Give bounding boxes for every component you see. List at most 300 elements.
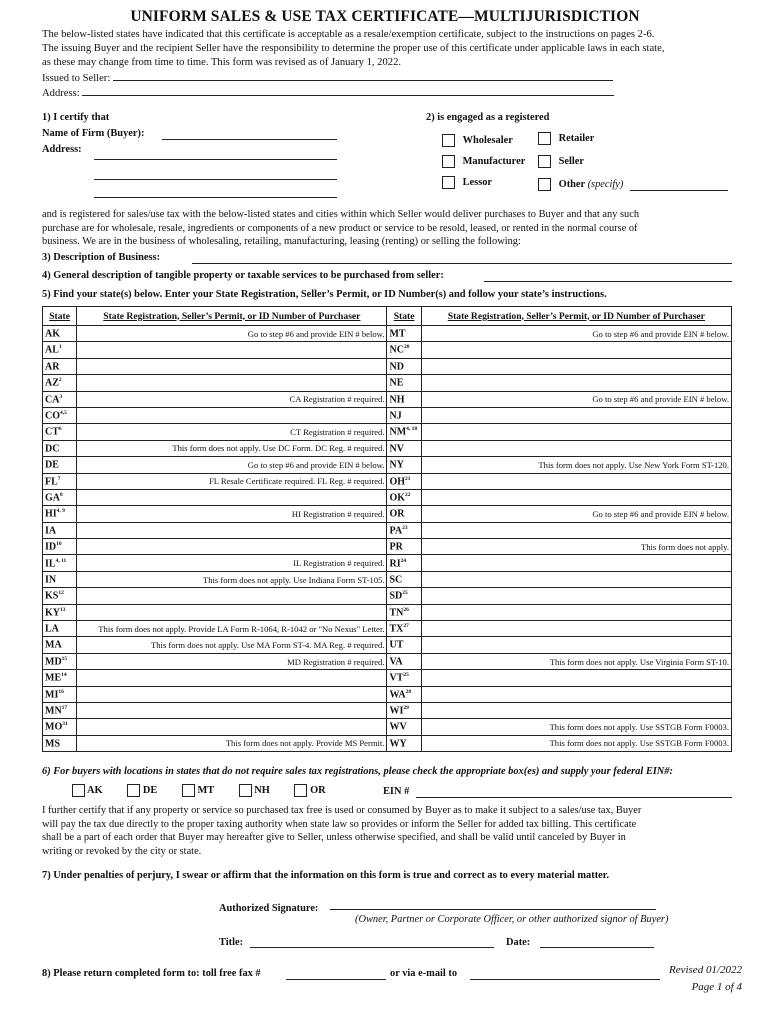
certify-paragraph (42, 804, 732, 858)
state-code-right-text: WY (389, 738, 407, 750)
state-code-left-text: GA (45, 492, 60, 504)
footnote-marker: 22 (405, 491, 411, 498)
state-code-right (387, 539, 421, 555)
signature-label: Authorized Signature: (219, 903, 319, 914)
state-registration-right[interactable] (421, 407, 731, 423)
ak-checkbox[interactable] (72, 784, 85, 797)
state-code-right-text: WI (389, 705, 404, 717)
state-registration-left[interactable] (77, 522, 387, 538)
email-label: or via e-mail to (390, 968, 458, 979)
state-registration-left[interactable] (77, 719, 387, 735)
state-code-right-text: PA (389, 525, 403, 537)
state-code-right (387, 571, 421, 587)
or-label: OR (310, 784, 326, 796)
exempt-states-row (72, 784, 326, 797)
state-code-right-text: PR (389, 541, 403, 553)
state-code-left (43, 326, 77, 342)
state-registration-left[interactable] (77, 686, 387, 702)
de-checkbox[interactable] (127, 784, 140, 797)
state-code-left (43, 342, 77, 358)
footnote-marker: 4, 18 (406, 426, 418, 433)
signature-field[interactable] (330, 900, 656, 910)
state-code-left-text: AL (45, 344, 59, 356)
state-registration-left[interactable] (77, 621, 387, 637)
footnote-marker: 7 (57, 475, 61, 482)
footnote-marker: 21 (405, 475, 411, 482)
state-code-right-text: NC (389, 344, 404, 356)
state-code-left-text: IA (45, 525, 57, 537)
state-code-right (387, 637, 421, 653)
title-label: Title: (219, 937, 244, 948)
state-registration-left-text: This form does not apply. Provide LA Form R-1064, R-1042 or "No Nexus" Letter. (98, 623, 385, 634)
intro-text (42, 28, 732, 101)
section8-label: Please return completed form to: toll free fax # (53, 968, 261, 979)
state-code-left (43, 473, 77, 489)
state-code-right-text: TN (389, 607, 404, 618)
state-code-right-text: NH (389, 393, 405, 405)
state-registration-right[interactable] (421, 473, 731, 489)
state-registration-left[interactable] (77, 604, 387, 620)
table-row (43, 473, 732, 489)
col-state-left: State (43, 307, 77, 326)
state-registration-right[interactable] (421, 522, 731, 538)
state-code-left (43, 358, 77, 374)
state-registration-right[interactable] (421, 358, 731, 374)
state-registration-left[interactable] (77, 424, 387, 440)
state-code-right-text: SC (389, 574, 403, 586)
footnote-marker: 3 (59, 393, 63, 400)
state-registration-right[interactable] (421, 588, 731, 604)
state-code-left-text: MA (45, 639, 62, 651)
table-row (43, 719, 732, 735)
table-row (43, 358, 732, 374)
footnote-marker: 4, 9 (56, 508, 65, 515)
state-registration-left[interactable] (77, 489, 387, 505)
state-code-right (387, 604, 421, 620)
manufacturer-option (442, 155, 525, 168)
state-code-right (387, 588, 421, 604)
state-registration-left[interactable] (77, 457, 387, 473)
footnote-marker: 13 (60, 606, 66, 613)
state-code-right (387, 473, 421, 489)
de-label: DE (142, 784, 158, 796)
issued-to-field[interactable] (113, 71, 613, 81)
state-code-left-text: MI (45, 688, 59, 700)
table-row (43, 326, 732, 342)
state-code-right (387, 506, 421, 522)
footnote-marker: 4, 11 (55, 557, 67, 564)
state-code-right-text: VT (389, 672, 404, 684)
state-code-right (387, 653, 421, 669)
state-registration-left[interactable] (77, 637, 387, 653)
state-code-left (43, 489, 77, 505)
section8-row (42, 968, 261, 979)
state-code-right-text: TX (389, 623, 404, 635)
state-registration-left[interactable] (77, 571, 387, 587)
state-code-right-text: WA (389, 688, 406, 700)
state-registration-left[interactable] (77, 506, 387, 522)
paragraph-line: business. We are in the business of wholesaling, retailing, manufacturing, leasing (renting) or selling the following: (42, 236, 521, 248)
state-code-right-text: NM (389, 426, 407, 438)
state-code-left (43, 653, 77, 669)
manufacturer-checkbox[interactable] (442, 155, 455, 168)
footnote-marker: 4,5 (60, 409, 67, 416)
state-registration-right[interactable] (421, 555, 731, 571)
ein-field[interactable] (416, 788, 732, 798)
state-registration-right[interactable] (421, 342, 731, 358)
table-row (43, 735, 732, 751)
seller-label: Seller (558, 155, 584, 167)
state-registration-right[interactable] (421, 571, 731, 587)
state-option-nh (239, 785, 270, 796)
table-row (43, 686, 732, 702)
state-code-right-text: NJ (389, 410, 402, 422)
state-registration-left[interactable] (77, 407, 387, 423)
state-code-right-text: OK (389, 492, 406, 504)
state-registration-right-text: Go to step #6 and provide EIN # below. (592, 508, 729, 519)
footnote-marker: 8 (60, 491, 63, 498)
other-checkbox[interactable] (538, 178, 551, 191)
state-registration-right[interactable] (421, 719, 731, 735)
state-registration-right[interactable] (421, 604, 731, 620)
other-specify-field[interactable] (630, 181, 728, 191)
issued-to-row (42, 71, 732, 86)
table-row (43, 621, 732, 637)
state-option-or (294, 785, 325, 796)
state-code-left-text: KY (45, 607, 60, 618)
buyer-address-line-2[interactable] (94, 170, 337, 180)
state-registration-left-text: CA Registration # required. (289, 394, 385, 405)
table-row (43, 604, 732, 620)
state-code-left-text: CT (45, 426, 59, 438)
title-field[interactable] (250, 938, 494, 948)
footnote-marker: 24 (400, 557, 407, 564)
state-code-left-text: CA (45, 393, 60, 405)
state-code-right-text: OR (389, 508, 405, 520)
table-row (43, 440, 732, 456)
state-registration-left[interactable] (77, 391, 387, 407)
state-code-left (43, 457, 77, 473)
nh-label: NH (254, 784, 270, 796)
table-row (43, 670, 732, 686)
date-field[interactable] (540, 938, 654, 948)
footer (669, 962, 742, 996)
state-code-right (387, 407, 421, 423)
table-row (43, 571, 732, 587)
footnote-marker: 14 (61, 672, 67, 679)
state-registration-left[interactable] (77, 588, 387, 604)
col-info-left: State Registration, Seller’s Permit, or ID Number of Purchaser (77, 307, 387, 326)
state-registration-left[interactable] (77, 653, 387, 669)
footnote-marker: 2 (58, 377, 62, 384)
state-code-left (43, 555, 77, 571)
state-option-de (127, 785, 157, 796)
mt-label: MT (197, 784, 215, 796)
state-table (42, 306, 732, 752)
footnote-marker: 12 (58, 590, 64, 597)
state-registration-left-text: This form does not apply. Provide MS Permit. (225, 738, 385, 749)
state-code-right (387, 489, 421, 505)
section1-heading: 1) I certify that (42, 112, 110, 123)
state-code-right-text: RI (389, 557, 401, 569)
seller-address-row (42, 86, 732, 101)
table-row (43, 457, 732, 473)
ak-label: AK (87, 784, 103, 796)
other-option (538, 178, 623, 191)
footnote-marker: 20 (403, 344, 410, 351)
email-field[interactable] (470, 970, 660, 980)
state-registration-right-text: This form does not apply. Use New York Form ST-120. (538, 459, 729, 470)
state-code-left (43, 571, 77, 587)
state-registration-right[interactable] (421, 686, 731, 702)
firm-name-field[interactable] (162, 130, 337, 140)
nh-checkbox[interactable] (239, 784, 252, 797)
table-row (43, 342, 732, 358)
date-label: Date: (506, 937, 531, 948)
state-registration-left[interactable] (77, 735, 387, 751)
footnote-marker: 25 (402, 590, 408, 597)
state-registration-left-text: This form does not apply. Use Indiana Form ST-105. (203, 574, 385, 585)
firm-name-label: Name of Firm (Buyer): (42, 128, 145, 139)
state-code-left (43, 588, 77, 604)
state-registration-left[interactable] (77, 326, 387, 342)
state-code-left-text: MS (45, 738, 60, 750)
state-code-right-text: OH (389, 475, 406, 487)
state-registration-left[interactable] (77, 555, 387, 571)
table-row (43, 391, 732, 407)
seller-option (538, 155, 584, 168)
paragraph-line: shall be a part of each order that Buyer may hereafter give to Seller, unless otherwise specified, and shall be valid until canceled by Buyer in (42, 832, 626, 844)
state-registration-right[interactable] (421, 391, 731, 407)
state-code-left-text: KS (45, 590, 59, 602)
state-code-right (387, 424, 421, 440)
state-code-right (387, 358, 421, 374)
state-code-right (387, 342, 421, 358)
state-code-right-text: NY (389, 459, 404, 471)
paragraph-line: I further certify that if any property or service so purchased tax free is used or consumed by Buyer as to make it subject to a sales/use tax, Buyer (42, 805, 642, 816)
state-code-left-text: ME (45, 672, 62, 684)
state-registration-left-text: CT Registration # required. (290, 427, 385, 438)
paragraph-line: writing or revoked by the city or state. (42, 845, 202, 857)
state-code-right (387, 735, 421, 751)
seller-address-field[interactable] (82, 86, 614, 96)
description-field[interactable] (192, 254, 732, 264)
lessor-label: Lessor (462, 176, 493, 188)
state-registration-left-text: Go to step #6 and provide EIN # below. (247, 459, 385, 470)
footnote-marker: 31 (62, 721, 68, 728)
table-row (43, 702, 732, 718)
state-code-left (43, 375, 77, 391)
section3-label: 3) Description of Business: (42, 252, 161, 263)
state-registration-right-text: This form does not apply. Use SSTGB Form F0003. (549, 722, 729, 733)
state-registration-left-text: IL Registration # required. (293, 558, 385, 569)
paragraph-line: will pay the tax due directly to the proper taxing authority when state law so provides or inform the Seller for added tax billing. This certificate (42, 818, 637, 830)
other-label: Other (558, 178, 585, 190)
state-option-ak (72, 785, 103, 796)
lessor-checkbox[interactable] (442, 176, 455, 189)
state-option-mt (182, 785, 214, 796)
state-code-right-text: ND (389, 361, 404, 373)
section2-heading: 2) is engaged as a registered (426, 112, 550, 123)
footnote-marker: 26 (403, 606, 409, 613)
state-code-right (387, 375, 421, 391)
state-registration-right[interactable] (421, 457, 731, 473)
state-code-right (387, 686, 421, 702)
state-registration-right[interactable] (421, 440, 731, 456)
state-code-left-text: MN (45, 705, 62, 717)
state-code-left-text: DE (45, 459, 59, 471)
state-registration-right[interactable] (421, 653, 731, 669)
state-registration-right[interactable] (421, 489, 731, 505)
state-code-right (387, 391, 421, 407)
state-code-left-text: MD (45, 656, 62, 668)
state-registration-right[interactable] (421, 424, 731, 440)
footnote-marker: 29 (403, 705, 409, 712)
registered-paragraph (42, 208, 732, 249)
table-row (43, 588, 732, 604)
col-state-right: State (387, 307, 421, 326)
state-code-left (43, 604, 77, 620)
state-registration-right[interactable] (421, 506, 731, 522)
state-code-left-text: MO (45, 721, 63, 733)
wholesaler-checkbox[interactable] (442, 134, 455, 147)
table-row (43, 522, 732, 538)
retailer-option (538, 132, 594, 145)
state-code-left (43, 621, 77, 637)
section6-label: 6) For buyers with locations in states that do not require sales tax registrations, please check the appropriate box(es) and supply your federal EIN#: (42, 766, 673, 777)
state-code-right (387, 702, 421, 718)
state-code-left (43, 637, 77, 653)
state-registration-left[interactable] (77, 358, 387, 374)
state-registration-left[interactable] (77, 342, 387, 358)
state-code-left (43, 539, 77, 555)
state-code-left (43, 407, 77, 423)
table-row (43, 637, 732, 653)
section7-label: 7) Under penalties of perjury, I swear or affirm that the information on this form is true and correct as to every material matter. (42, 870, 610, 881)
section8-number: 8) (42, 968, 51, 979)
property-description-field[interactable] (484, 272, 732, 282)
state-registration-left[interactable] (77, 702, 387, 718)
state-code-right-text: NV (389, 443, 404, 455)
state-registration-right-text: This form does not apply. Use Virginia Form ST-10. (549, 656, 729, 667)
state-registration-left[interactable] (77, 473, 387, 489)
revised-date: Revised 01/2022 (668, 964, 742, 976)
state-code-right (387, 719, 421, 735)
state-code-right (387, 326, 421, 342)
state-registration-left-text: MD Registration # required. (287, 656, 385, 667)
paragraph-line: and is registered for sales/use tax with the below-listed states and cities within which Seller would deliver purchases to Buyer and that any such (42, 209, 640, 220)
lessor-option (442, 176, 492, 189)
state-code-right-text: UT (389, 639, 404, 651)
state-code-right (387, 555, 421, 571)
intro-line: The below-listed states have indicated that this certificate is acceptable as a resale/exemption certificate, subject to the instructions on pages 2-6. (42, 29, 655, 40)
buyer-address-line-1[interactable] (94, 150, 337, 160)
fax-field[interactable] (286, 970, 386, 980)
table-row (43, 555, 732, 571)
state-code-right (387, 522, 421, 538)
manufacturer-label: Manufacturer (462, 155, 526, 167)
state-registration-left[interactable] (77, 539, 387, 555)
state-code-left-text: FL (45, 475, 58, 487)
state-registration-right[interactable] (421, 621, 731, 637)
other-hint: (specify) (587, 178, 624, 190)
intro-line: as these may change from time to time. This form was revised as of January 1, 2022. (42, 57, 402, 69)
state-code-left-text: DC (45, 443, 60, 455)
table-row (43, 653, 732, 669)
table-row (43, 375, 732, 391)
section4-label: 4) General description of tangible property or taxable services to be purchased from seller: (42, 270, 444, 281)
state-registration-right[interactable] (421, 702, 731, 718)
state-code-left-text: IN (45, 574, 57, 586)
state-code-left (43, 391, 77, 407)
wholesaler-label: Wholesaler (462, 134, 513, 146)
state-code-left (43, 506, 77, 522)
section5-label: 5) Find your state(s) below. Enter your State Registration, Seller’s Permit, or ID Number(s) and follow your state’s instructions. (42, 289, 607, 300)
state-registration-left-text: This form does not apply. Use MA Form ST-4. MA Reg. # required. (150, 640, 385, 651)
seller-checkbox[interactable] (538, 155, 551, 168)
paragraph-line: purchase are for wholesale, resale, ingredients or components of a new product or service to be resold, leased, or rented in the normal course of (42, 222, 638, 234)
seller-address-label: Address: (42, 87, 80, 99)
footnote-marker: 15 (61, 655, 68, 662)
buyer-address-line-3[interactable] (94, 188, 337, 198)
state-code-right-text: NE (389, 377, 404, 389)
state-registration-right[interactable] (421, 735, 731, 751)
state-registration-right-text: Go to step #6 and provide EIN # below. (592, 394, 729, 405)
state-code-right-text: MT (389, 328, 406, 340)
state-registration-right[interactable] (421, 326, 731, 342)
col-info-right: State Registration, Seller’s Permit, or ID Number of Purchaser (421, 307, 731, 326)
retailer-label: Retailer (558, 132, 595, 144)
state-code-right (387, 440, 421, 456)
state-registration-left-text: FL Resale Certificate required. FL Reg. # required. (209, 476, 385, 487)
state-registration-right[interactable] (421, 375, 731, 391)
state-registration-right[interactable] (421, 637, 731, 653)
page-number: Page 1 of 4 (691, 981, 742, 993)
table-row (43, 489, 732, 505)
state-code-left (43, 670, 77, 686)
state-code-right (387, 621, 421, 637)
ein-label: EIN # (383, 786, 410, 797)
footnote-marker: 17 (61, 705, 68, 712)
footnote-marker: 10 (56, 541, 62, 548)
state-code-left (43, 424, 77, 440)
state-code-left (43, 702, 77, 718)
footnote-marker: 25 (403, 672, 409, 679)
state-registration-left-text: HI Registration # required. (291, 508, 385, 519)
state-code-left-text: IL (45, 557, 56, 569)
footnote-marker: 27 (403, 623, 409, 630)
state-registration-left[interactable] (77, 440, 387, 456)
footnote-marker: 1 (58, 344, 62, 351)
state-registration-right[interactable] (421, 539, 731, 555)
footnote-marker: 6 (58, 426, 62, 433)
state-registration-right-text: This form does not apply. Use SSTGB Form F0003. (549, 738, 729, 749)
state-code-left-text: AK (45, 328, 60, 340)
mt-checkbox[interactable] (182, 784, 195, 797)
table-row (43, 424, 732, 440)
form-title: UNIFORM SALES & USE TAX CERTIFICATE—MULTIJURISDICTION (130, 8, 640, 25)
state-registration-right[interactable] (421, 670, 731, 686)
issued-to-label: Issued to Seller: (42, 72, 111, 84)
state-code-left (43, 735, 77, 751)
or-checkbox[interactable] (294, 784, 307, 797)
retailer-checkbox[interactable] (538, 132, 551, 145)
state-registration-left[interactable] (77, 375, 387, 391)
state-registration-right-text: Go to step #6 and provide EIN # below. (592, 328, 729, 339)
state-registration-left[interactable] (77, 670, 387, 686)
buyer-address-label: Address: (42, 144, 82, 155)
footnote-marker: 28 (405, 688, 412, 695)
